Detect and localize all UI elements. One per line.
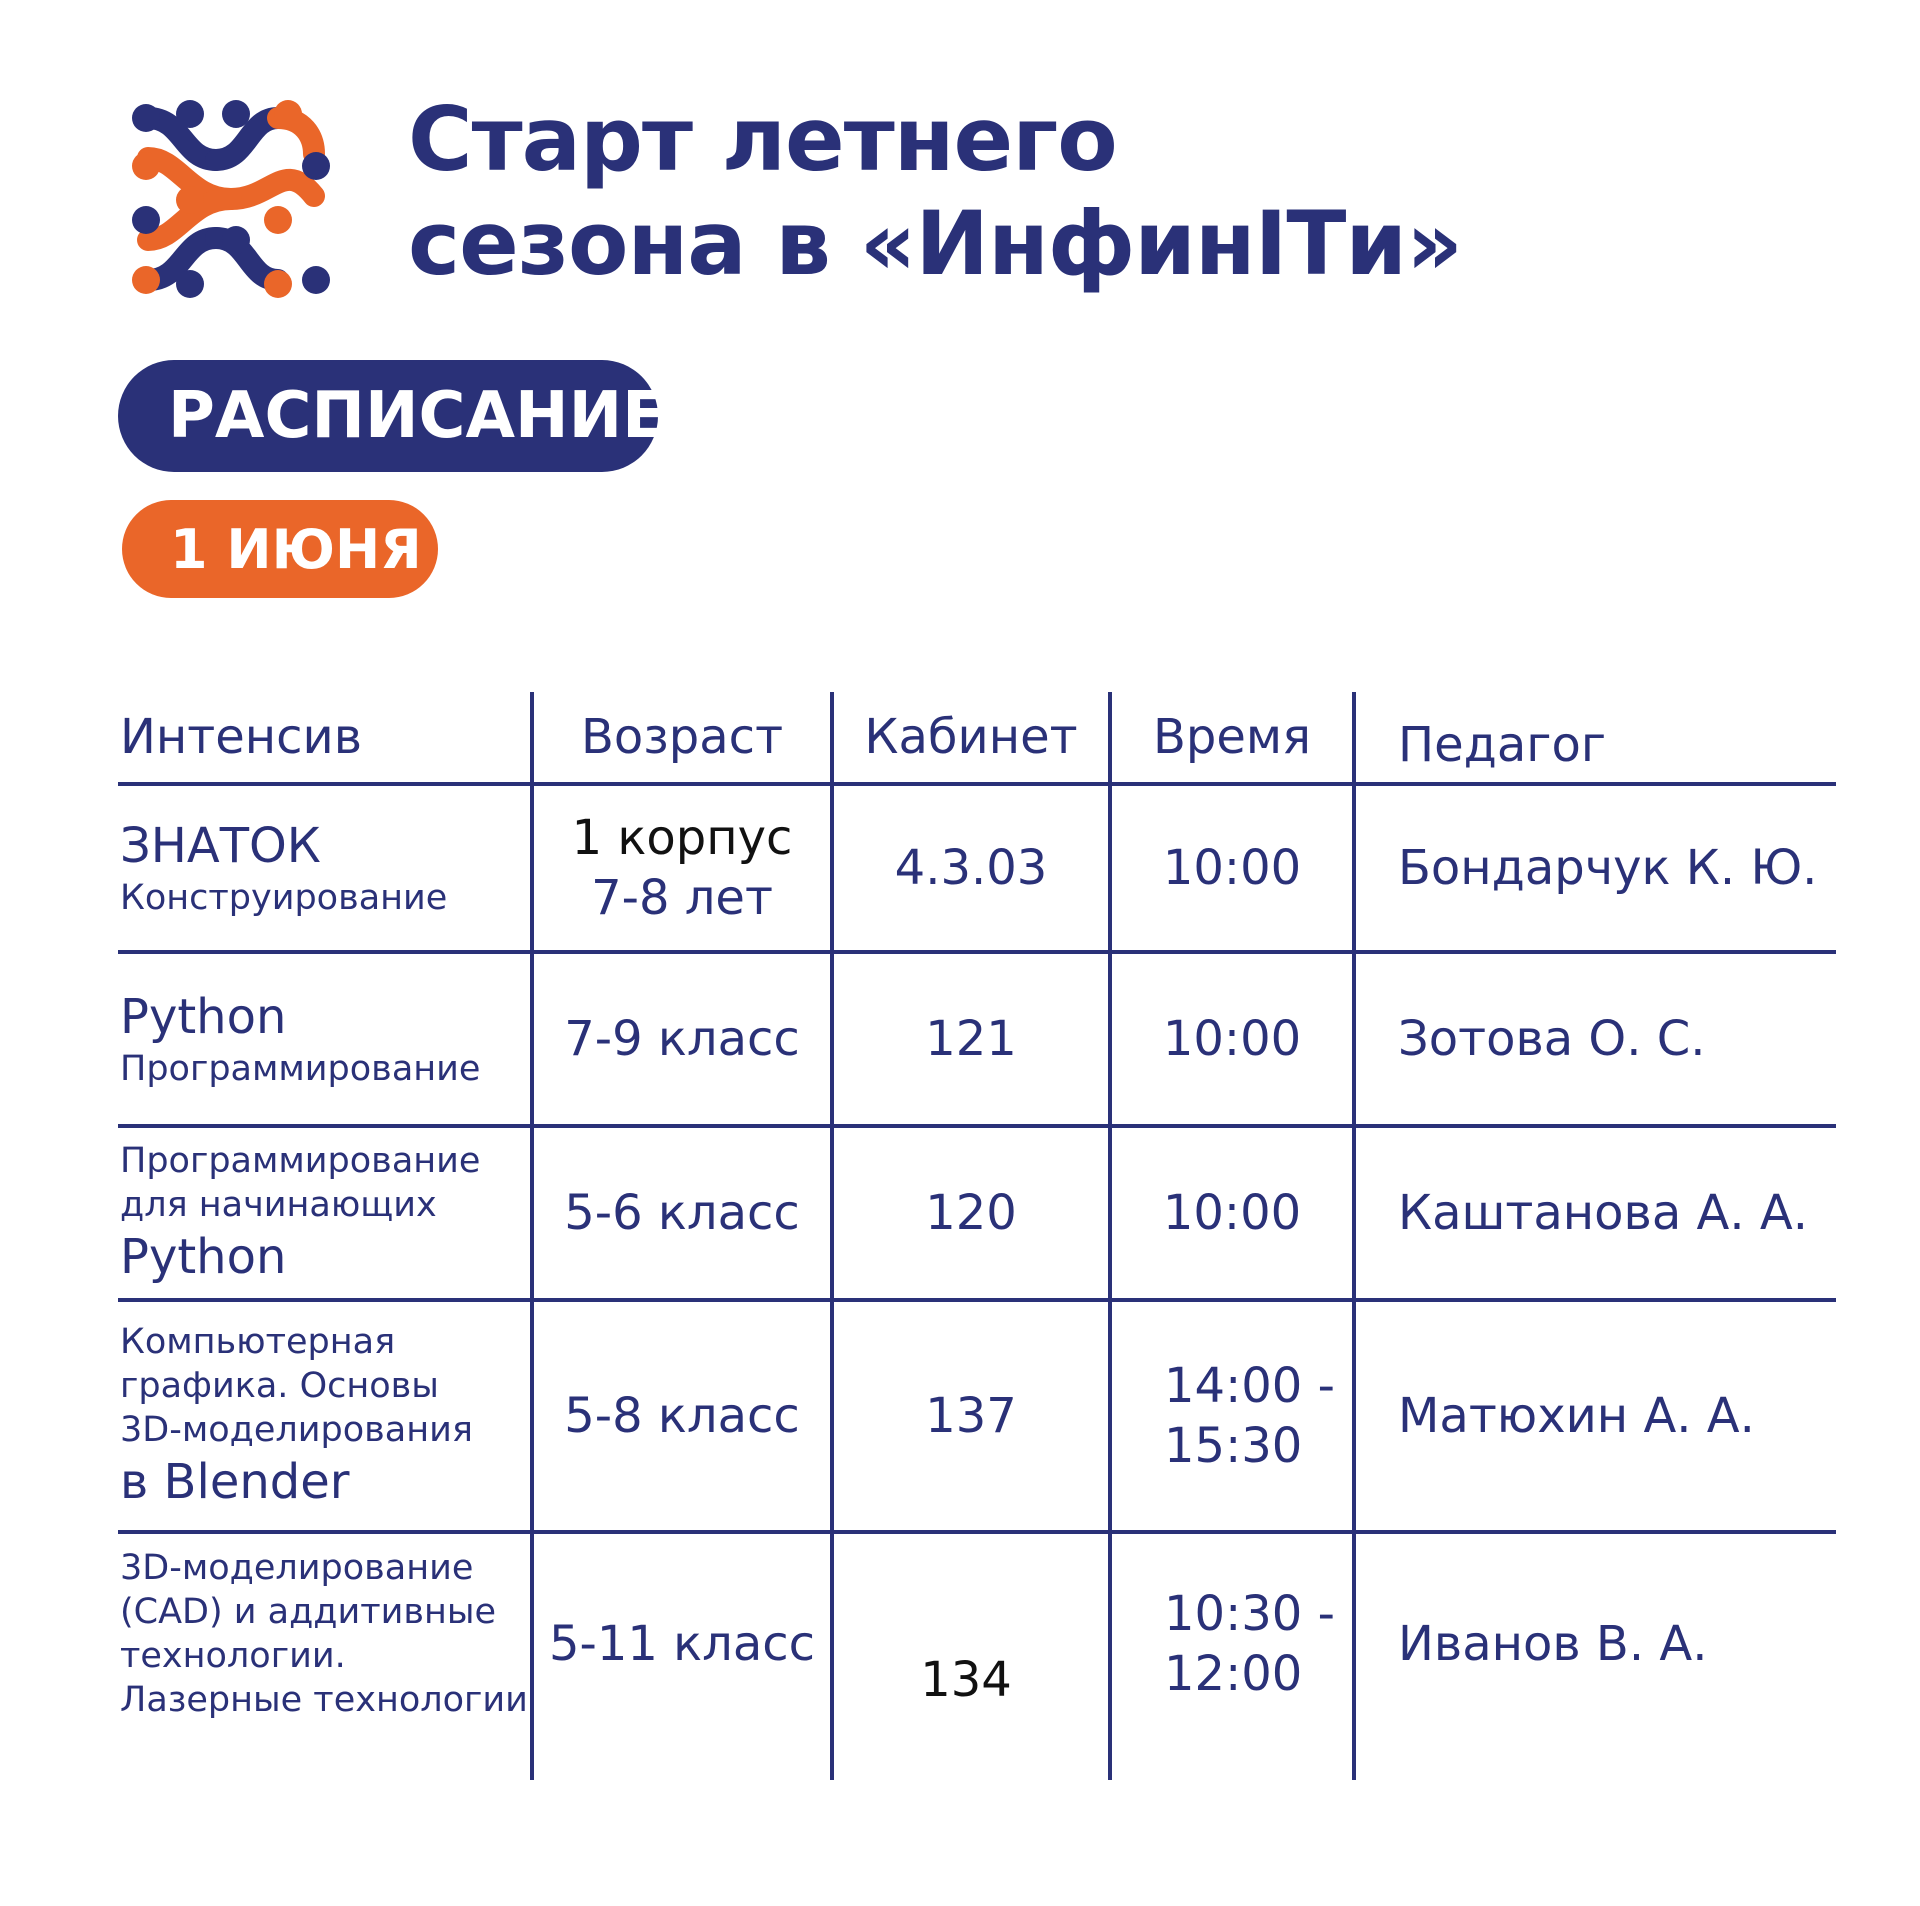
table-row-time: 10:00 bbox=[1162, 1011, 1302, 1067]
table-row-room: 137 bbox=[925, 1388, 1017, 1444]
course-line: Программирование bbox=[120, 1141, 481, 1181]
header-room: Кабинет bbox=[864, 709, 1078, 765]
table-row-age bbox=[534, 786, 830, 950]
table-row-age: 5-8 класс bbox=[564, 1388, 800, 1444]
table-row-room: 134 bbox=[920, 1652, 1012, 1708]
course-line: 3D-моделирование bbox=[120, 1548, 474, 1588]
time-line: 14:00 - bbox=[1164, 1358, 1335, 1414]
course-line: (CAD) и аддитивные bbox=[120, 1592, 497, 1632]
table-row-time: 10:00 bbox=[1162, 840, 1302, 896]
table-row-age: 5-6 класс bbox=[564, 1185, 800, 1241]
course-title: Python bbox=[120, 1229, 287, 1285]
table-row-teacher: Матюхин А. А. bbox=[1398, 1388, 1755, 1444]
time-line: 10:30 - bbox=[1164, 1586, 1335, 1642]
age-line: 7-8 лет bbox=[591, 870, 773, 926]
table-row-room: 121 bbox=[925, 1011, 1017, 1067]
course-subtitle: Конструирование bbox=[120, 878, 448, 918]
course-title: Python bbox=[120, 989, 287, 1045]
course-line: технологии. bbox=[120, 1636, 346, 1676]
time-line: 15:30 bbox=[1164, 1418, 1303, 1474]
table-row-teacher: Зотова О. С. bbox=[1398, 1011, 1706, 1067]
table-row-course bbox=[120, 1128, 530, 1298]
course-line: для начинающих bbox=[120, 1185, 437, 1225]
table-row-teacher: Каштанова А. А. bbox=[1398, 1185, 1808, 1241]
course-line: графика. Основы bbox=[120, 1366, 439, 1406]
table-row-room: 4.3.03 bbox=[894, 840, 1048, 896]
course-title: ЗНАТОК bbox=[120, 818, 321, 874]
date-badge: 1 ИЮНЯ bbox=[122, 500, 438, 598]
age-line: 1 корпус bbox=[571, 810, 793, 866]
header-course: Интенсив bbox=[120, 709, 363, 765]
table-row-age: 7-9 класс bbox=[564, 1011, 800, 1067]
title-line-1: Старт летнего bbox=[408, 88, 1117, 191]
course-line: 3D-моделирования bbox=[120, 1410, 473, 1450]
table-row-course bbox=[120, 954, 530, 1124]
course-title: в Blender bbox=[120, 1454, 350, 1510]
header-teacher: Педагог bbox=[1398, 717, 1607, 773]
time-line: 12:00 bbox=[1164, 1646, 1303, 1702]
table-row-teacher: Иванов В. А. bbox=[1398, 1616, 1708, 1672]
table-row-course bbox=[120, 1534, 530, 1734]
table-row-course bbox=[120, 786, 530, 950]
column-divider bbox=[1352, 692, 1356, 1780]
table-row-time bbox=[1164, 1534, 1352, 1754]
table-row-age: 5-11 класс bbox=[548, 1616, 816, 1672]
schedule-badge: РАСПИСАНИЕ bbox=[118, 360, 658, 472]
course-line: Компьютерная bbox=[120, 1322, 396, 1362]
header-age: Возраст bbox=[580, 709, 784, 765]
course-subtitle: Программирование bbox=[120, 1049, 481, 1089]
table-row-room: 120 bbox=[925, 1185, 1017, 1241]
table-row-time bbox=[1164, 1302, 1352, 1530]
table-row-course bbox=[120, 1302, 530, 1530]
header-time: Время bbox=[1152, 709, 1311, 765]
table-row-time: 10:00 bbox=[1162, 1185, 1302, 1241]
table-row-teacher: Бондарчук К. Ю. bbox=[1398, 840, 1818, 896]
course-line: Лазерные технологии bbox=[120, 1680, 528, 1720]
title-line-2: сезона в «ИнфинITи» bbox=[408, 192, 1462, 295]
